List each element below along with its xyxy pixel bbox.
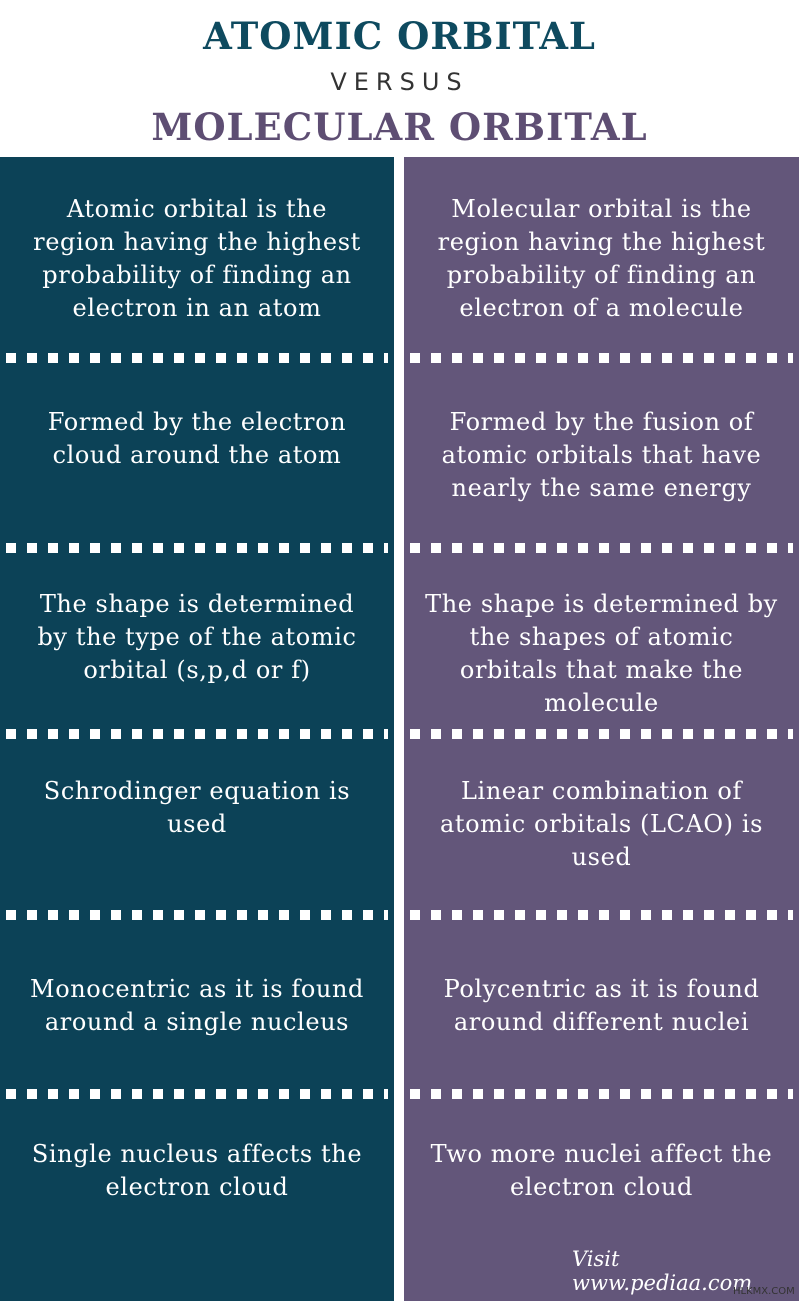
cell-line: cloud around the atom (52, 441, 342, 469)
atomic-cell-3 (12, 588, 382, 687)
cell-line: Atomic orbital is the (66, 195, 328, 223)
atomic-row-divider-1 (6, 353, 388, 363)
cell-line: electron of a molecule (459, 294, 744, 322)
molecular-row-divider-4 (410, 910, 793, 920)
cell-line: Formed by the electron (47, 408, 347, 436)
cell-line: Schrodinger equation is (43, 777, 351, 805)
cell-line: The shape is determined (39, 590, 355, 618)
molecular-row-divider-1 (410, 353, 793, 363)
molecular-cell-3 (416, 588, 787, 720)
atomic-cell-5 (12, 973, 382, 1039)
cell-line: atomic orbitals that have (441, 441, 762, 469)
cell-line: Polycentric as it is found (443, 975, 760, 1003)
cell-line: Molecular orbital is the (451, 195, 752, 223)
atomic-row-divider-5 (6, 1089, 388, 1099)
cell-line: nearly the same energy (451, 474, 752, 502)
cell-line: Linear combination of (461, 777, 742, 805)
cell-line: orbital (s,p,d or f) (83, 656, 311, 684)
molecular-cell-6 (416, 1138, 787, 1204)
atomic-cell-6 (12, 1138, 382, 1204)
cell-line: electron cloud (105, 1173, 289, 1201)
atomic-cell-1 (12, 193, 382, 325)
cell-line: molecule (544, 689, 659, 717)
cell-line: around a single nucleus (44, 1008, 350, 1036)
molecular-cell-1 (416, 193, 787, 325)
molecular-row-divider-2 (410, 543, 793, 553)
cell-line: probability of finding an (42, 261, 352, 289)
header (0, 0, 799, 157)
cell-line: Formed by the fusion of (449, 408, 754, 436)
cell-line: by the type of the atomic (37, 623, 357, 651)
cell-line: orbitals that make the (459, 656, 744, 684)
versus-label: VERSUS (330, 68, 469, 96)
cell-line: the shapes of atomic (469, 623, 734, 651)
title-molecular-orbital: MOLECULAR ORBITAL (151, 105, 648, 149)
atomic-cell-2 (12, 406, 382, 472)
cell-line: Single nucleus affects the (31, 1140, 363, 1168)
atomic-row-divider-2 (6, 543, 388, 553)
atomic-cell-4 (12, 775, 382, 841)
molecular-cell-4 (416, 775, 787, 874)
source-credit: Visit www.pediaa.com (572, 1247, 753, 1295)
atomic-row-divider-3 (6, 729, 388, 739)
molecular-cell-2 (416, 406, 787, 505)
cell-line: Monocentric as it is found (30, 975, 364, 1003)
molecular-row-divider-5 (410, 1089, 793, 1099)
atomic-row-divider-4 (6, 910, 388, 920)
cell-line: atomic orbitals (LCAO) is (439, 810, 764, 838)
cell-line: Two more nuclei affect the (430, 1140, 773, 1168)
title-atomic-orbital: ATOMIC ORBITAL (203, 14, 596, 58)
cell-line: region having the highest (437, 228, 766, 256)
molecular-row-divider-3 (410, 729, 793, 739)
cell-line: used (167, 810, 227, 838)
cell-line: around different nuclei (453, 1008, 750, 1036)
cell-line: probability of finding an (446, 261, 757, 289)
cell-line: The shape is determined by (425, 590, 778, 618)
cell-line: region having the highest (33, 228, 361, 256)
molecular-cell-5 (416, 973, 787, 1039)
cell-line: electron cloud (510, 1173, 693, 1201)
cell-line: electron in an atom (72, 294, 322, 322)
watermark: HLKMX.COM (733, 1286, 795, 1297)
cell-line: used (571, 843, 632, 871)
